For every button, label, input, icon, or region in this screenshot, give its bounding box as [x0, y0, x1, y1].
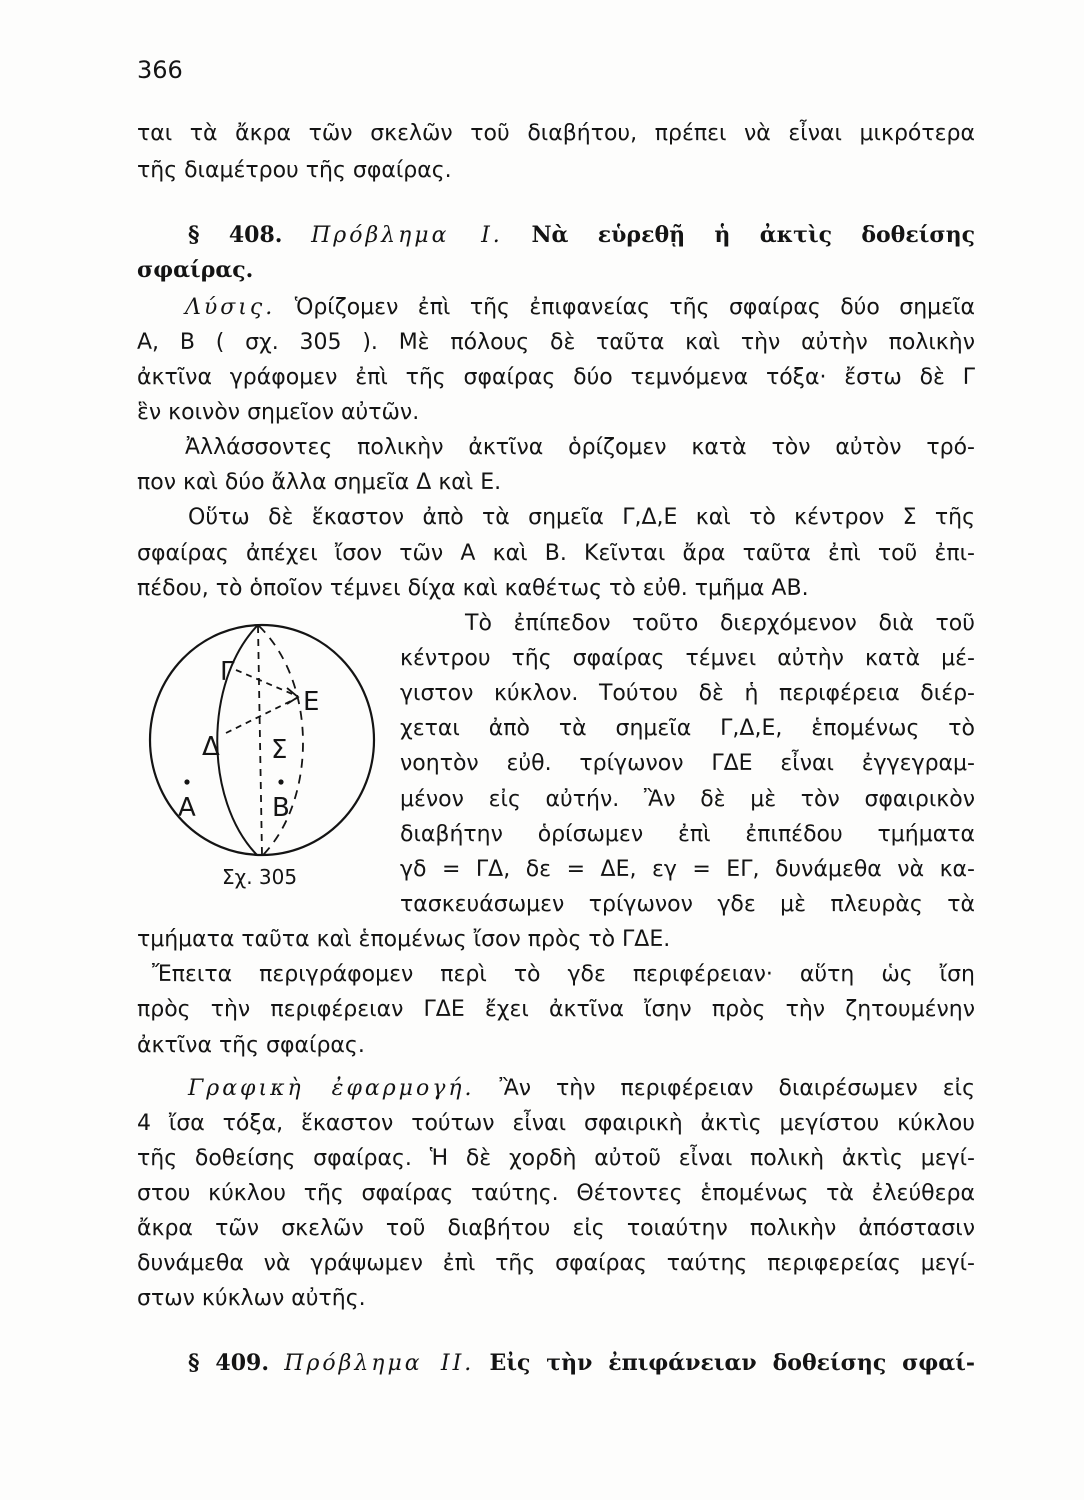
solution-lead: Λύσις.	[185, 294, 276, 320]
heading-line	[188, 218, 975, 253]
graphic-application-text: Ἂν τὴν περιφέρειαν διαιρέσωμεν εἰς	[499, 1075, 975, 1101]
text-line: ἀκτῖνα τῆς σφαίρας.	[137, 1032, 365, 1058]
text-line: στων κύκλων αὐτῆς.	[137, 1285, 366, 1311]
text-line: γδ = ΓΔ, δε = ΔΕ, εγ = ΕΓ, δυνάμεθα νὰ κα-	[400, 856, 975, 882]
text-line: Ἀλλάσσοντες πολικὴν ἀκτῖνα ὁρίζομεν κατὰ τὸν αὐτὸν τρό-	[185, 435, 975, 461]
label-sigma: Σ	[271, 735, 288, 765]
text-line: τῆς διαμέτρου τῆς σφαίρας.	[137, 157, 452, 183]
text-line: τῆς δοθείσης σφαίρας. Ἡ δὲ χορδὴ αὐτοῦ εἶναι πολικὴ ἀκτὶς μεγί-	[137, 1145, 975, 1171]
text-line: Οὕτω δὲ ἕκαστον ἀπὸ τὰ σημεῖα Γ,Δ,Ε καὶ τὸ κέντρον Σ τῆς	[188, 505, 975, 531]
label-gamma: Γ	[220, 657, 235, 687]
text-line: πον καὶ δύο ἄλλα σημεῖα Δ καὶ Ε.	[137, 470, 502, 496]
text-line: διαβήτην ὁρίσωμεν ἐπὶ ἐπιπέδου τμήματα	[400, 821, 975, 847]
text-line: δυνάμεθα νὰ γράψωμεν ἐπὶ τῆς σφαίρας ταύτης περιφερείας μεγί-	[137, 1250, 975, 1276]
dashed-axis	[258, 626, 262, 855]
problem-label: Πρόβλημα II.	[284, 1350, 475, 1376]
text-line	[185, 290, 975, 325]
text-line: σφαίρας ἀπέχει ἴσον τῶν Α καὶ Β. Κεῖνται ἄρα ταῦτα ἐπὶ τοῦ ἐπι-	[137, 540, 975, 566]
solution-text: Ὁρίζομεν ἐπὶ τῆς ἐπιφανείας τῆς σφαίρας δύο σημεῖα	[294, 294, 975, 320]
problem-title: Νὰ εὑρεθῇ ἡ ἀκτὶς δοθείσης	[531, 221, 975, 248]
text-line: γιστον κύκλον. Τούτου δὲ ἡ περιφέρεια διέρ-	[400, 681, 975, 707]
text-line: μένον εἰς αὐτήν. Ἂν δὲ μὲ τὸν σφαιρικὸν	[400, 786, 975, 812]
label-delta: Δ	[202, 732, 220, 762]
figure-caption: Σχ. 305	[222, 865, 298, 889]
section-number: § 408.	[188, 221, 283, 248]
text-line: ται τὰ ἄκρα τῶν σκελῶν τοῦ διαβήτου, πρέπει νὰ εἶναι μικρότερα	[137, 120, 975, 146]
heading-line: σφαίρας.	[137, 256, 254, 283]
text-line: ἄκρα τῶν σκελῶν τοῦ διαβήτου εἰς τοιαύτην πολικὴν ἀπόστασιν	[137, 1215, 975, 1241]
text-line: Ἔπειτα περιγράφομεν περὶ τὸ γδε περιφέρειαν· αὕτη ὡς ἴση	[152, 962, 975, 988]
dashed-line-delta-epsilon	[226, 698, 297, 733]
text-line: 4 ἴσα τόξα, ἕκαστον τούτων εἶναι σφαιρικὴ ἀκτὶς μεγίστου κύκλου	[137, 1110, 975, 1136]
text-line: στου κύκλου τῆς σφαίρας ταύτης. Θέτοντες ἑπομένως τὰ ἐλεύθερα	[137, 1180, 975, 1206]
problem-label: Πρόβλημα I.	[311, 222, 503, 248]
point-a-dot	[184, 779, 189, 784]
label-beta: Β	[272, 793, 290, 823]
text-line: κέντρου τῆς σφαίρας τέμνει αὐτὴν κατὰ μέ-	[400, 645, 975, 671]
dashed-line-gamma-epsilon	[236, 670, 297, 696]
figure-305	[140, 605, 390, 895]
text-line: νοητὸν εὐθ. τρίγωνον ΓΔΕ εἶναι ἐγγεγραμ-	[400, 751, 975, 777]
text-line: πρὸς τὴν περιφέρειαν ΓΔΕ ἔχει ἀκτῖνα ἴσην πρὸς τὴν ζητουμένην	[137, 997, 975, 1023]
text-line: ἓν κοινὸν σημεῖον αὐτῶν.	[137, 399, 420, 425]
problem-title: Εἰς τὴν ἐπιφάνειαν δοθείσης σφαί-	[489, 1349, 976, 1376]
text-line	[188, 1071, 975, 1106]
label-alpha: Α	[178, 793, 196, 823]
graphic-application-lead: Γραφικὴ ἐφαρμογή.	[188, 1075, 475, 1101]
point-b-dot	[278, 779, 283, 784]
text-line: Τὸ ἐπίπεδον τοῦτο διερχόμενον διὰ τοῦ	[465, 610, 975, 636]
text-line: ἀκτῖνα γράφομεν ἐπὶ τῆς σφαίρας δύο τεμνόμενα τόξα· ἔστω δὲ Γ	[137, 364, 975, 390]
section-number: § 409.	[188, 1349, 270, 1376]
text-line: τασκευάσωμεν τρίγωνον γδε μὲ πλευρὰς τὰ	[400, 891, 975, 917]
text-line: Α, Β ( σχ. 305 ). Μὲ πόλους δὲ ταῦτα καὶ τὴν αὐτὴν πολικὴν	[137, 329, 975, 355]
label-epsilon: Ε	[303, 687, 320, 717]
text-line: χεται ἀπὸ τὰ σημεῖα Γ,Δ,Ε, ἑπομένως τὸ	[400, 716, 975, 742]
heading-line	[188, 1346, 975, 1381]
text-line: τμήματα ταῦτα καὶ ἑπομένως ἴσον πρὸς τὸ ΓΔΕ.	[137, 927, 671, 953]
page-number: 366	[137, 56, 183, 84]
text-line: πέδου, τὸ ὁποῖον τέμνει δίχα καὶ καθέτως τὸ εὐθ. τμῆμα ΑΒ.	[137, 575, 809, 601]
